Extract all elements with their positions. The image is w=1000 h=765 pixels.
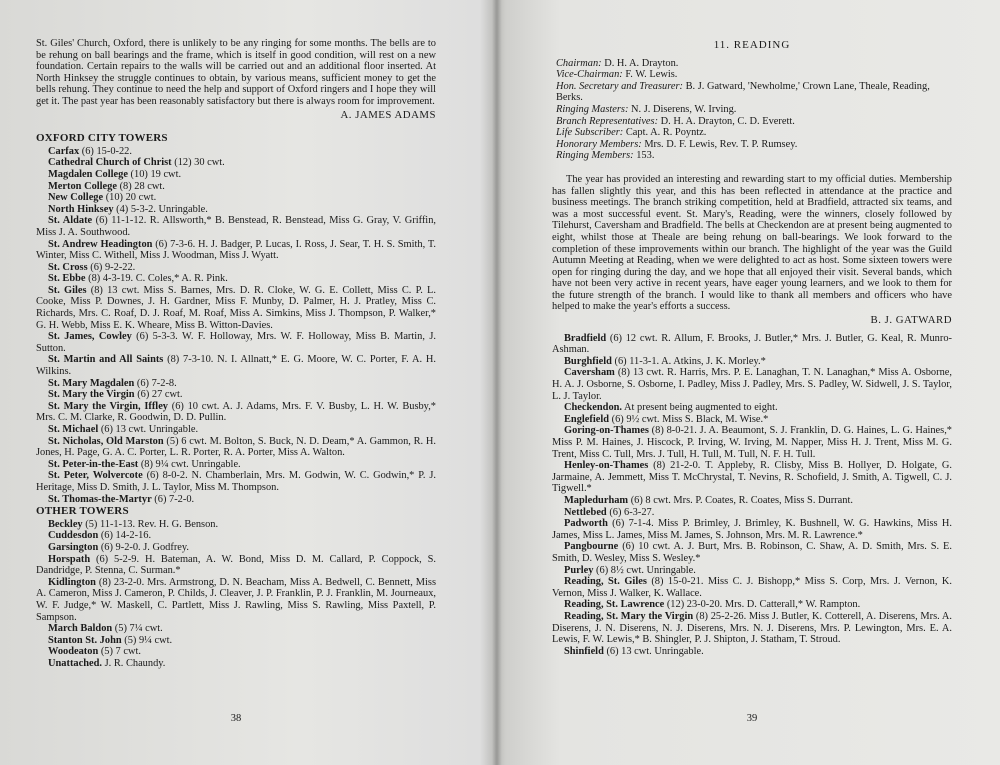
tower-details: (6) 9½ cwt. Miss S. Black, M. Wise.* <box>609 413 769 425</box>
tower-name: Reading, St. Lawrence <box>564 599 665 611</box>
book-gutter <box>492 0 502 765</box>
tower-entry <box>552 611 952 646</box>
tower-name: Carfax <box>48 145 80 157</box>
tower-name: Merton College <box>48 180 117 192</box>
tower-details: (8) 4-3-19. C. Coles,* A. R. Pink. <box>85 273 228 285</box>
other-towers-list <box>36 519 436 670</box>
tower-entry <box>36 494 436 506</box>
officer-role: Ringing Members: <box>556 150 634 162</box>
tower-entry <box>552 541 952 564</box>
tower-details: (6) 7-2-0. <box>151 493 195 505</box>
tower-entry <box>36 285 436 331</box>
tower-details: (5) 7¼ cwt. <box>112 623 163 635</box>
officer-entry <box>556 58 952 70</box>
tower-name: Caversham <box>564 367 615 379</box>
branch-title: 11. READING <box>713 39 791 51</box>
officer-role: Ringing Masters: <box>556 103 629 115</box>
tower-name: New College <box>48 192 104 204</box>
tower-details: (6) 7-2-8. <box>134 377 177 389</box>
tower-entry <box>552 646 952 658</box>
section-heading-city-towers: OXFORD CITY TOWERS <box>36 132 168 145</box>
officer-details: F. W. Lewis. <box>622 69 678 81</box>
tower-details: (5) 7 cwt. <box>98 646 141 658</box>
tower-name: Purley <box>564 564 594 576</box>
tower-name: St. Aldate <box>48 215 93 227</box>
left-intro-paragraph: St. Giles' Church, Oxford, there is unlikely to be any ringing for some months. The bells are to be rehung on ball bearings and the frame, which is itself in good condition, will rest on a new foundation. Certain repairs to the walls will be carried out and an additional floor inserted. At North Hinksey the struggle continues to obtain, by various means, sufficient money to get the bells rehung. They continue to need the help and support of Oxford ringers and I hope they will get it. The past year has been reasonably satisfactory but there is always room for improvement. <box>36 38 436 107</box>
tower-entry <box>552 414 952 426</box>
officer-details: 153. <box>633 150 655 162</box>
tower-name: Beckley <box>48 518 83 530</box>
tower-details: (6) 11-3-1. A. Atkins, J. K. Morley.* <box>611 355 766 367</box>
tower-entry <box>36 554 436 577</box>
officer-role: Hon. Secretary and Treasurer: <box>556 80 683 92</box>
tower-details: (8) 13 cwt. Miss S. Barnes, Mrs. D. R. Cloke, W. G. E. Collett, Miss C. P. L. Cooke, Miss P. Downes, J. H. Gardner, Miss F. Munby, D. Palmer, H. J. Pratley, Miss C. Richards, Mrs. C. Roaf, D. J. Roaf, M. Roaf, Miss A. Simkins, Miss J. Thompson, P. Walker,* G. H. Webb, Miss E. K. Wheare, Miss B. Witton-Davies. <box>36 284 436 331</box>
tower-entry <box>552 367 952 402</box>
officer-details: N. J. Diserens, W. Irving. <box>628 103 737 115</box>
tower-name: Shinfield <box>564 645 604 657</box>
tower-details: (10) 19 cwt. <box>127 168 182 180</box>
tower-entry <box>36 424 436 436</box>
tower-name: St. Ebbe <box>48 273 86 285</box>
tower-details: (6) 27 cwt. <box>134 389 183 401</box>
tower-entry <box>552 333 952 356</box>
tower-name: St. Nicholas, Old Marston <box>48 435 164 447</box>
tower-entry <box>36 577 436 623</box>
officer-role: Honorary Members: <box>556 138 642 150</box>
tower-entry <box>36 157 436 169</box>
tower-name: Bradfield <box>564 332 607 344</box>
tower-details: (6) 6-3-27. <box>606 506 655 518</box>
tower-entry <box>36 401 436 424</box>
tower-entry <box>552 425 952 460</box>
tower-name: Horspath <box>48 553 91 565</box>
tower-details: (12) 23-0-20. Mrs. D. Catterall,* W. Rampton. <box>664 599 861 611</box>
section-heading-other-towers: OTHER TOWERS <box>36 505 129 518</box>
tower-name: St. James, Cowley <box>48 331 132 343</box>
tower-details: (6) 15-0-22. <box>79 145 132 157</box>
tower-name: St. Mary the Virgin <box>48 389 135 401</box>
tower-entry <box>36 169 436 181</box>
branch-report-paragraph: The year has provided an interesting and rewarding start to my official duties. Membership has fallen slightly this year, and this has been reflected in attendance at the practice and business meetings. The branch striking competition, held at Bradfield, attracted six teams, and was a most successful event. St. Mary's, Reading, were the winners, closely followed by Tilehurst, Caversham and Bradfield. The bells at Checkendon are at present being augmented to eight, whilst those at Theale are being rehung on ball-bearings. We look forward to the completion of these improvements within our branch. The highlight of the year was the Guild Autumn Meeting at Reading, when we were delighted to act as host. Some sixteen towers were open for ringing during the day, and we hope that all enjoyed their visit. Several bands, which have not been very active in recent years, have eager young learners, and we look to them for the future strength of the branch. I would like to thank all members and officers who have helped to make the year's efforts a success. <box>552 173 952 313</box>
tower-name: Unattached. <box>48 657 102 669</box>
tower-name: St. Giles <box>48 284 87 296</box>
tower-entry <box>36 542 436 554</box>
page-number-left: 38 <box>230 713 242 725</box>
tower-details: (6) 13 cwt. Unringable. <box>98 424 199 435</box>
tower-entry <box>36 436 436 459</box>
tower-entry <box>36 262 436 274</box>
right-page <box>552 0 952 765</box>
tower-entry <box>36 530 436 542</box>
city-towers-list <box>36 146 436 505</box>
left-signature: A. JAMES ADAMS <box>340 108 436 121</box>
tower-name: North Hinksey <box>48 203 114 215</box>
tower-name: Mapledurham <box>564 494 629 506</box>
tower-entry <box>36 389 436 401</box>
tower-details: (8) 28 cwt. <box>116 180 165 192</box>
tower-details: (6) 5-3-3. W. F. Holloway, Mrs. W. F. Holloway, Miss B. Martin, J. Sutton. <box>36 331 436 354</box>
tower-name: St. Peter, Wolvercote <box>48 470 143 482</box>
tower-entry <box>552 518 952 541</box>
tower-entry <box>36 331 436 354</box>
tower-name: March Baldon <box>48 623 113 635</box>
tower-entry <box>36 204 436 216</box>
tower-details: (6) 9-2-0. J. Godfrey. <box>98 541 190 553</box>
tower-name: Cathedral Church of Christ <box>48 157 172 169</box>
right-signature: B. J. GATWARD <box>870 314 952 327</box>
officer-entry <box>556 104 952 116</box>
tower-name: Padworth <box>564 518 608 530</box>
tower-entry <box>552 495 952 507</box>
tower-entry <box>36 378 436 390</box>
tower-entry <box>36 519 436 531</box>
officer-details: Mrs. D. F. Lewis, Rev. T. P. Rumsey. <box>641 138 798 150</box>
tower-entry <box>36 459 436 471</box>
officer-role: Chairman: <box>556 57 602 69</box>
tower-entry <box>36 181 436 193</box>
tower-details: (4) 5-3-2. Unringable. <box>113 203 208 215</box>
tower-name: Stanton St. John <box>48 634 122 646</box>
tower-entry <box>36 646 436 658</box>
tower-entry <box>552 576 952 599</box>
tower-name: Reading, St. Mary the Virgin <box>564 610 694 622</box>
officer-entry <box>556 150 952 162</box>
officer-role: Life Subscriber: <box>556 127 624 139</box>
officer-details: D. H. A. Drayton. <box>601 57 679 69</box>
tower-entry <box>36 658 436 670</box>
tower-details: (8) 13 cwt. R. Harris, Mrs. P. E. Lanaghan, T. N. Lanaghan,* Miss A. Osborne, H. A. J. Osborne, S. Osborne, I. Padley, Miss J. Padley, Mrs. S. Padley, W. Sidwell, J. S. Taylor, L. J. Taylor. <box>552 367 952 402</box>
tower-entry <box>36 635 436 647</box>
tower-details: (6) 14-2-16. <box>98 530 152 542</box>
reading-towers-list <box>552 333 952 658</box>
tower-name: St. Michael <box>48 424 99 435</box>
officer-details: B. J. Gatward, 'Newholme,' Crown Lane, Theale, Reading, Berks. <box>556 80 930 104</box>
officer-entry <box>556 116 952 128</box>
tower-details: (6) 7-1-4. Miss P. Brimley, J. Brimley, K. Bushnell, W. G. Hawkins, Miss H. James, Miss L. James, Miss M. James, S. Johnson, Mrs. M. R. Lawrence.* <box>552 518 952 541</box>
tower-name: Checkendon. <box>564 402 623 414</box>
tower-details: (6) 12 cwt. R. Allum, F. Brooks, J. Butler,* Mrs. J. Butler, G. Keal, R. Munro-Ashman. <box>552 332 952 356</box>
tower-details: (6) 10 cwt. A. J. Adams, Mrs. F. V. Busby, L. H. W. Busby,* Mrs. C. M. Clarke, R. Goodwin, D. D. Pullin. <box>36 400 436 424</box>
page-number-right: 39 <box>746 713 758 725</box>
tower-entry <box>36 146 436 158</box>
tower-details: (6) 5-2-9. H. Bateman, A. W. Bond, Miss D. M. Callard, P. Coppock, S. Dandridge, P. Stenna, C. Surman.* <box>36 553 436 577</box>
tower-entry <box>36 623 436 635</box>
tower-name: St. Mary the Virgin, Iffley <box>48 400 168 412</box>
tower-entry <box>552 356 952 368</box>
tower-name: Pangbourne <box>564 541 619 553</box>
tower-name: Cuddesdon <box>48 530 99 542</box>
tower-details: (5) 6 cwt. M. Bolton, S. Buck, N. D. Deam,* A. Gammon, R. H. Jones, H. Page, G. A. C. Porter, L. R. Porter, R. A. Porter, Miss A. Walton. <box>36 435 436 459</box>
tower-details: (8) 23-2-0. Mrs. Armstrong, D. N. Beacham, Miss A. Bedwell, C. Bennett, Miss A. Cameron, Miss J. Cameron, P. Childs, J. Cleaver, J. P. Franklin, P. J. Franklin, M. Journeaux, W. F. Judge,* W. Maskell, C. Partlett, Miss J. Rawling, Miss S. Rawling, Miss Paxtell, P. Sampson. <box>36 576 436 623</box>
tower-details: (8) 8-0-21. J. A. Beaumont, S. J. Franklin, D. G. Haines, L. G. Haines,* Miss P. M. Haines, J. Hiscock, P. Irving, W. Irving, M. Napper, Miss H. J. Trent, Miss M. G. Trent, Miss C. Tull, Mrs. J. Tull, H. Tull, M. Tull, N. F. H. Tull. <box>552 425 952 460</box>
tower-name: Goring-on-Thames <box>564 425 649 437</box>
tower-details: (5) 11-1-13. Rev. H. G. Benson. <box>82 518 219 530</box>
tower-name: Kidlington <box>48 576 96 588</box>
tower-name: Englefield <box>564 413 610 425</box>
officers-list <box>556 58 952 162</box>
tower-details: (10) 20 cwt. <box>103 192 157 204</box>
tower-entry <box>552 599 952 611</box>
tower-details: (6) 8-0-2. N. Chamberlain, Mrs. M. Godwin, W. C. Godwin,* P. J. Heritage, Miss D. Smith, J. L. Taylor, Miss M. Thompson. <box>36 470 436 493</box>
tower-details: (8) 25-2-26. Miss J. Butler, K. Cotterell, A. Diserens, Mrs. A. Diserens, J. N. Diserens, N. J. Diserens, Mrs. N. J. Diserens, Mrs. P. Lewington, Mrs. E. A. Lewis, F. W. Lewis,* B. Shingler, P. J. Shipton, J. Statham, T. Stroud. <box>552 610 952 646</box>
tower-details: (12) 30 cwt. <box>171 157 225 169</box>
tower-entry <box>552 460 952 495</box>
tower-name: Magdalen College <box>48 168 128 180</box>
tower-details: (8) 21-2-0. T. Appleby, R. Clisby, Miss B. Hollyer, D. Holgate, G. Jarmaine, A. Jemmett, Miss T. McChrystal, T. Nevins, R. Schofield, J. Smith, A. Tigwell, C. J. Tigwell.* <box>552 460 952 495</box>
tower-details: (8) 15-0-21. Miss C. J. Bishopp,* Miss S. Corp, Mrs. J. Vernon, K. Vernon, Miss J. Walker, K. Wallace. <box>552 576 952 599</box>
tower-details: (6) 13 cwt. Unringable. <box>603 645 704 657</box>
officer-details: Capt. A. R. Poyntz. <box>623 127 707 139</box>
tower-name: Woodeaton <box>48 646 99 658</box>
tower-name: St. Mary Magdalen <box>48 377 135 389</box>
tower-details: (6) 10 cwt. A. J. Burt, Mrs. B. Robinson, C. Shaw, A. D. Smith, Mrs. S. E. Smith, D. Wesley, Miss S. Wesley.* <box>552 541 952 564</box>
tower-name: Garsington <box>48 541 99 553</box>
tower-details: (6) 9-2-22. <box>87 261 136 273</box>
tower-details: (6) 7-3-6. H. J. Badger, P. Lucas, I. Ross, J. Sear, T. H. S. Smith, T. Winter, Miss C. Withell, Miss J. Woodman, Miss J. Wyatt. <box>36 238 436 262</box>
tower-entry <box>36 354 436 377</box>
tower-name: Henley-on-Thames <box>564 460 649 472</box>
officer-role: Branch Representatives: <box>556 115 659 127</box>
tower-entry <box>552 565 952 577</box>
tower-details: (8) 7-3-10. N. I. Allnatt,* E. G. Moore, W. C. Porter, F. A. H. Wilkins. <box>36 354 436 378</box>
tower-name: Nettlebed <box>564 506 607 518</box>
left-page <box>36 0 436 765</box>
tower-name: St. Peter-in-the-East <box>48 458 139 470</box>
officer-entry <box>556 139 952 151</box>
tower-name: Reading, St. Giles <box>564 576 647 588</box>
tower-details: (8) 9¼ cwt. Unringable. <box>138 458 241 470</box>
tower-details: (6) 8 cwt. Mrs. P. Coates, R. Coates, Miss S. Durrant. <box>628 494 853 506</box>
tower-entry <box>36 215 436 238</box>
tower-name: St. Cross <box>48 261 88 273</box>
officer-details: D. H. A. Drayton, C. D. Everett. <box>658 115 795 127</box>
tower-details: J. R. Chaundy. <box>101 657 166 669</box>
officer-entry <box>556 69 952 81</box>
tower-entry <box>36 470 436 493</box>
tower-name: St. Martin and All Saints <box>48 354 164 366</box>
tower-details: At present being augmented to eight. <box>622 402 778 414</box>
tower-name: St. Thomas-the-Martyr <box>48 493 152 505</box>
tower-details: (5) 9¼ cwt. <box>121 634 173 646</box>
tower-entry <box>36 192 436 204</box>
tower-details: (6) 11-1-12. R. Allsworth,* B. Benstead, R. Benstead, Miss G. Gray, V. Griffin, Miss J. A. Southwood. <box>36 215 436 238</box>
tower-entry <box>552 402 952 414</box>
officer-entry <box>556 127 952 139</box>
officer-entry <box>556 81 952 104</box>
tower-name: St. Andrew Headington <box>48 238 153 250</box>
tower-name: Burghfield <box>564 355 612 367</box>
tower-entry <box>36 239 436 262</box>
tower-entry <box>552 507 952 519</box>
tower-details: (6) 8½ cwt. Unringable. <box>593 564 696 576</box>
officer-role: Vice-Chairman: <box>556 69 623 81</box>
tower-entry <box>36 273 436 285</box>
